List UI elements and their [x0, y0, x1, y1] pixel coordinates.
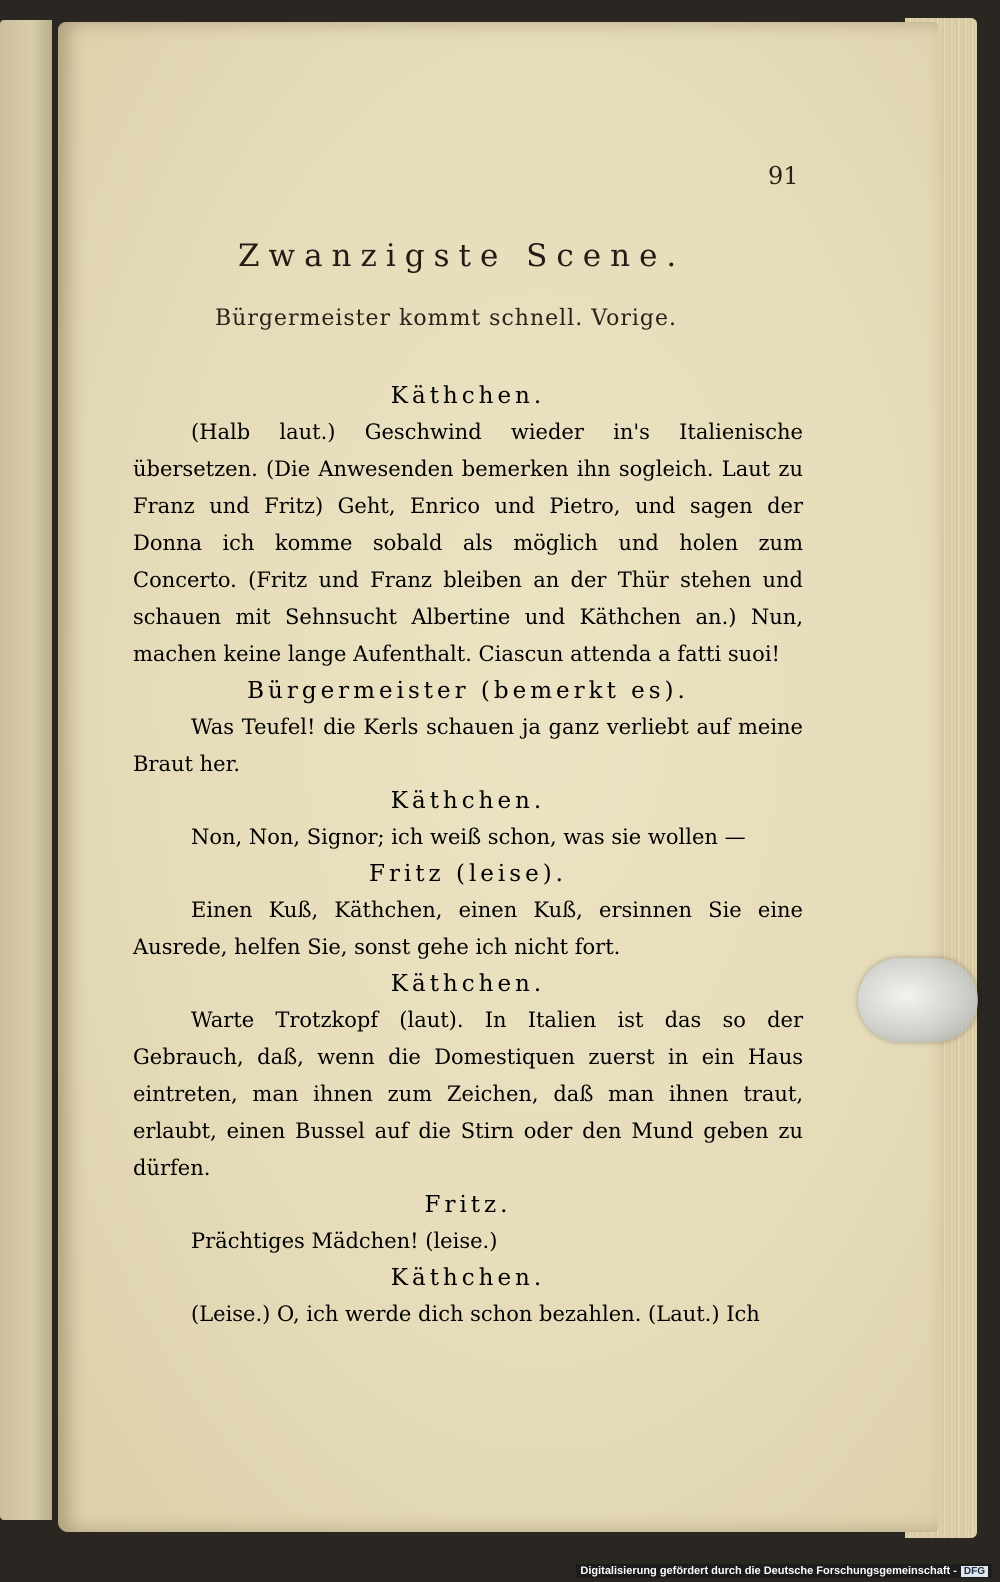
dialogue-block: [133, 378, 803, 673]
dialogue-block: [133, 673, 803, 783]
page-number: 91: [768, 162, 799, 190]
dialogue-block: [133, 783, 803, 856]
stage-direction: Bürgermeister kommt schnell. Vorige.: [215, 306, 677, 331]
digitization-footer: [576, 1564, 992, 1578]
dialogue-block: [133, 1187, 803, 1260]
footer-text: Digitalisierung gefördert durch die Deutsche Forschungsgemeinschaft -: [580, 1565, 957, 1577]
speaker-name: Bürgermeister (bemerkt es).: [247, 678, 689, 704]
previous-page-edge: [0, 20, 52, 1520]
thumb-clip: [858, 958, 978, 1042]
dialogue-text: Einen Kuß, Käthchen, einen Kuß, ersinnen Sie eine Ausrede, helfen Sie, sonst gehe ich nicht fort.: [133, 898, 803, 959]
dialogue-text: (Leise.) O, ich werde dich schon bezahlen. (Laut.) Ich: [191, 1302, 760, 1326]
speaker-name: Fritz (leise).: [369, 861, 567, 887]
dfg-logo: DFG: [961, 1566, 988, 1577]
dialogue-block: [133, 856, 803, 966]
dialogue-text: Prächtiges Mädchen! (leise.): [191, 1229, 498, 1253]
speaker-name: Käthchen.: [390, 788, 546, 814]
dialogue-block: [133, 966, 803, 1187]
scene-title: Zwanzigste Scene.: [238, 238, 686, 274]
dialogue-text: (Halb laut.) Geschwind wieder in's Italienische übersetzen. (Die Anwesenden bemerken ihn sogleich. Laut zu Franz und Fritz) Geht, Enrico und Pietro, und sagen der Donna ich komme sobald als möglich und holen zum Concerto. (Fritz und Franz bleiben an der Thür stehen und schauen mit Sehnsucht Albertine und Käthchen an.) Nun, machen keine lange Aufenthalt. Ciascun attenda a fatti suoi!: [133, 420, 803, 666]
dialogue-text: Was Teufel! die Kerls schauen ja ganz verliebt auf meine Braut her.: [133, 715, 803, 776]
speaker-name: Käthchen.: [390, 383, 546, 409]
dialogue-text: Non, Non, Signor; ich weiß schon, was sie wollen —: [191, 825, 746, 849]
dialogue-block: [133, 1260, 803, 1333]
speaker-name: Fritz.: [424, 1192, 512, 1218]
dialogue: [133, 378, 803, 1333]
speaker-name: Käthchen.: [390, 1265, 546, 1291]
speaker-name: Käthchen.: [390, 971, 546, 997]
dialogue-text: Warte Trotzkopf (laut). In Italien ist das so der Gebrauch, daß, wenn die Domestiquen zuerst in ein Haus eintreten, man ihnen zum Zeichen, daß man ihnen traut, erlaubt, einen Bussel auf die Stirn oder den Mund geben zu dürfen.: [133, 1008, 803, 1180]
